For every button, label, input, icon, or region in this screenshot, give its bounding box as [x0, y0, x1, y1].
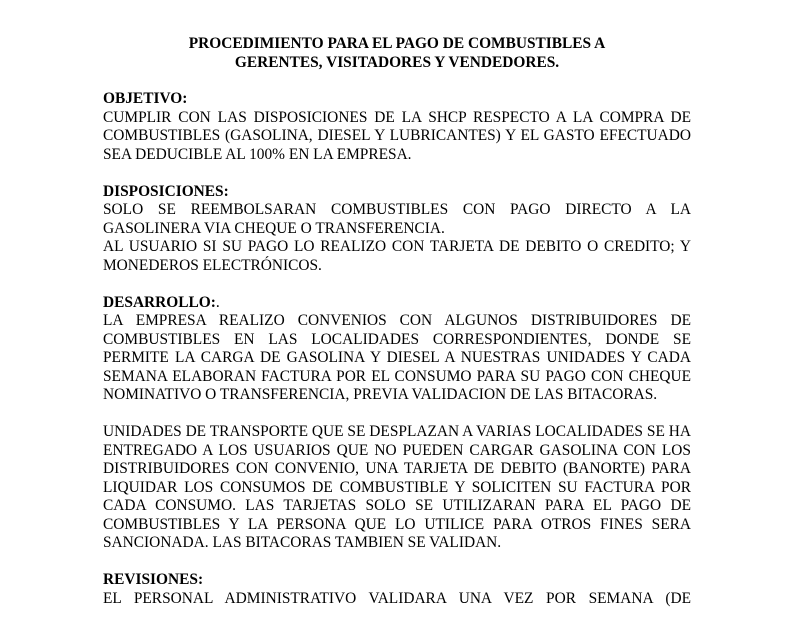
section-objetivo	[103, 90, 691, 164]
section-paragraph: SOLO SE REEMBOLSARAN COMBUSTIBLES CON PAGO DIRECTO A LA GASOLINERA VIA CHEQUE O TRANSFERENCIA.	[103, 201, 691, 237]
section-heading	[103, 90, 691, 109]
spacer	[103, 405, 691, 424]
section-heading	[103, 571, 691, 590]
spacer	[103, 275, 691, 294]
document-title: PROCEDIMIENTO PARA EL PAGO DE COMBUSTIBLES A GERENTES, VISITADORES Y VENDEDORES.	[188, 35, 606, 71]
section-heading-text: DESARROLLO:	[103, 293, 216, 311]
section-disposiciones	[103, 183, 691, 276]
section-heading	[103, 183, 691, 202]
section-heading	[103, 294, 691, 313]
spacer	[103, 164, 691, 183]
section-paragraph: LA EMPRESA REALIZO CONVENIOS CON ALGUNOS DISTRIBUIDORES DE COMBUSTIBLES EN LAS LOCALIDADES CORRESPONDIENTES, DONDE SE PERMITE LA CARGA DE GASOLINA Y DIESEL A NUESTRAS UNIDADES Y CADA SEMANA ELABORAN FACTURA POR EL CONSUMO PARA SU PAGO CON CHEQUE NOMINATIVO O TRANSFERENCIA, PREVIA VALIDACION DE LAS BITACORAS.	[103, 312, 691, 403]
section-paragraph: UNIDADES DE TRANSPORTE QUE SE DESPLAZAN A VARIAS LOCALIDADES SE HA ENTREGADO A LOS USUARIOS QUE NO PUEDEN CARGAR GASOLINA CON LOS DISTRIBUIDORES CON CONVENIO, UNA TARJETA DE DEBITO (BANORTE) PARA LIQUIDAR LOS CONSUMOS DE COMBUSTIBLE Y SOLICITEN SU FACTURA POR CADA CONSUMO. LAS TARJETAS SOLO SE UTILIZARAN PARA EL PAGO DE COMBUSTIBLES Y LA PERSONA QUE LO UTILICE PARA OTROS FINES SERA SANCIONADA. LAS BITACORAS TAMBIEN SE VALIDAN.	[103, 423, 691, 551]
section-heading-text: REVISIONES:	[103, 571, 204, 588]
section-heading-suffix: .	[215, 293, 220, 311]
section-heading-text: DISPOSICIONES:	[103, 182, 229, 200]
spacer	[103, 553, 691, 572]
document-page	[103, 34, 691, 608]
section-heading-text: OBJETIVO:	[103, 90, 188, 107]
section-paragraph: EL PERSONAL ADMINISTRATIVO VALIDARA UNA VEZ POR SEMANA (DE	[103, 589, 691, 607]
section-paragraph: AL USUARIO SI SU PAGO LO REALIZO CON TARJETA DE DEBITO O CREDITO; Y MONEDEROS ELECTRÓNICOS.	[103, 238, 691, 274]
section-paragraph: CUMPLIR CON LAS DISPOSICIONES DE LA SHCP RESPECTO A LA COMPRA DE COMBUSTIBLES (GASOLINA, DIESEL Y LUBRICANTES) Y EL GASTO EFECTUADO SEA DEDUCIBLE AL 100% EN LA EMPRESA.	[103, 108, 691, 163]
section-revisiones	[103, 571, 691, 608]
section-desarrollo	[103, 294, 691, 553]
